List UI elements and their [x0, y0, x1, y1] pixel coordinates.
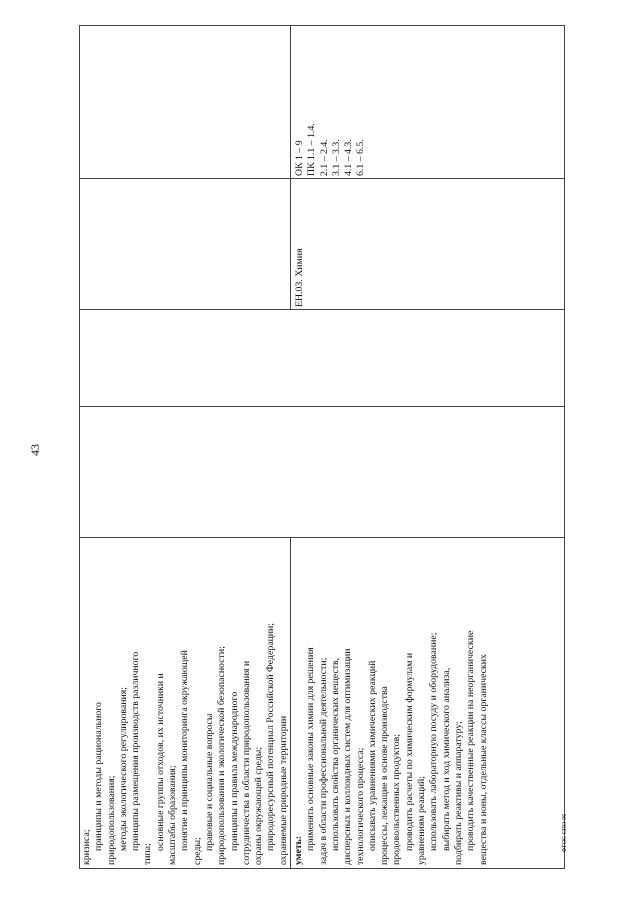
competencies-spacer — [80, 26, 290, 178]
hours-max-cell — [80, 407, 565, 538]
text-line: описывать уравнениями химических реакций — [366, 660, 378, 851]
text-line: основные группы отходов, их источники и — [154, 673, 166, 851]
competency-code: 6.1 – 6.5. — [355, 139, 367, 176]
competency-code: 3.1 – 3.3. — [330, 139, 342, 176]
competencies-list — [290, 25, 371, 179]
text-line: природопользования; — [105, 775, 117, 865]
text-line: сотрудничества в области природопользования и — [240, 660, 252, 865]
table-row — [80, 26, 565, 869]
text-line: принципы размещения производств различного — [130, 651, 142, 851]
text-line: использовать свойства органических веществ, — [329, 657, 341, 851]
text-line: понятие и принципы мониторинга окружающей — [179, 650, 191, 851]
discipline-code: ЕН.03. Химия — [290, 178, 309, 310]
text-line: охраняемые природные территории — [277, 715, 289, 865]
skills-block — [290, 538, 490, 868]
text-line: правовые и социальные вопросы — [203, 713, 215, 851]
text-line: выбирать метод и ход химического анализа, — [440, 667, 452, 851]
rotated-table-wrapper — [79, 31, 563, 869]
knowledge-skills-cell — [80, 538, 565, 869]
competency-code: ПК 1.1 – 1.4. — [306, 123, 318, 176]
curriculum-table — [79, 25, 565, 869]
text-line: кризиса; — [81, 829, 92, 865]
competency-code: 2.1 – 2.4. — [318, 139, 330, 176]
discipline-spacer — [80, 179, 290, 309]
skills-heading: уметь: — [293, 835, 305, 865]
text-line: вещества и ионы, отдельные классы органических — [477, 654, 489, 865]
footer-label: ФГОС СПО-06 — [562, 813, 568, 853]
text-line: масштабы образования; — [167, 765, 179, 865]
page-number: 43 — [28, 444, 42, 456]
text-line: применять основные законы химии для решения — [305, 647, 317, 851]
text-line: принципы и правила международного — [228, 691, 240, 851]
text-line: природоресурсный потенциал Российской Федерации; — [265, 622, 277, 851]
text-line: процессы, лежащие в основе производства — [379, 686, 391, 865]
text-line: уравнениям реакций; — [416, 776, 428, 865]
text-line: проводить качественные реакции на неорганические — [465, 630, 477, 851]
text-line: типа; — [142, 843, 154, 865]
competencies-cell — [80, 26, 565, 179]
text-line: проводить расчеты по химическим формулам и — [403, 652, 415, 851]
text-line: методы экологического регулирования; — [117, 687, 129, 851]
skills-list — [305, 541, 489, 865]
text-line: дисперсных и коллоидных систем для оптимизации — [342, 648, 354, 865]
knowledge-list — [81, 541, 290, 865]
text-line: использовать лабораторную посуду и оборудование; — [428, 632, 440, 851]
text-line: технологического процесса; — [354, 747, 366, 865]
competency-code: ОК 1 – 9 — [294, 140, 305, 176]
text-line: природопользования и экологической безопасности; — [216, 646, 228, 865]
text-line: принципы и методы рационального — [93, 702, 105, 851]
text-line: охраны окружающей среды; — [253, 746, 265, 865]
hours-study-cell — [80, 310, 565, 407]
text-line: подбирать реактивы и аппаратуру; — [452, 721, 464, 865]
competency-code: 4.1 – 4.3. — [343, 139, 355, 176]
text-line: среды; — [191, 837, 203, 865]
text-line: задач в области профессиональной деятельности; — [317, 657, 329, 865]
text-line: продовольственных продуктов; — [391, 734, 403, 865]
discipline-cell — [80, 179, 565, 310]
